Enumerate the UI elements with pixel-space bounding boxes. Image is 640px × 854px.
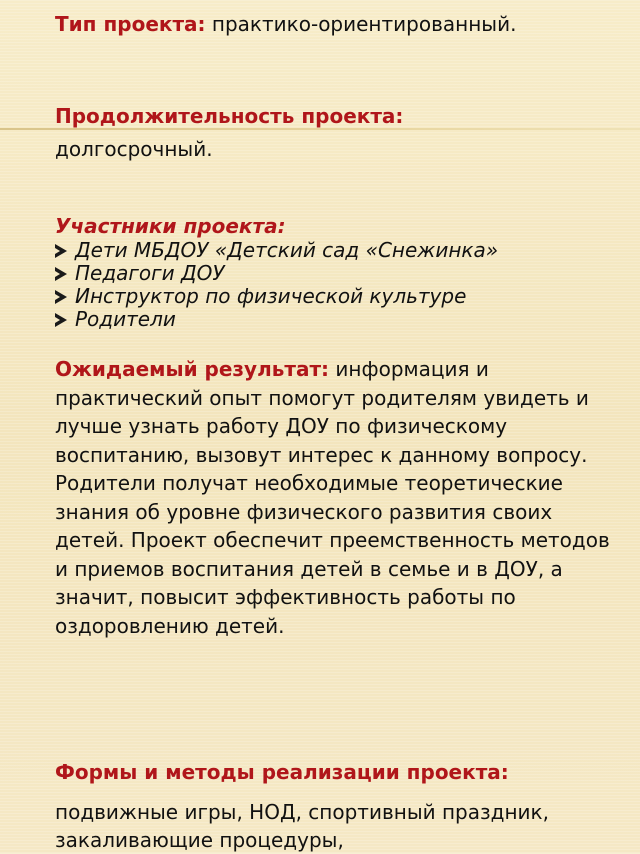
list-item: Дети МБДОУ «Детский сад «Снежинка»: [54, 239, 615, 261]
project-type-value: практико-ориентированный.: [211, 12, 517, 36]
expected-result-text: информация и практический опыт помогут родителям увидеть и лучше узнать работу ДОУ по физическому воспитанию, вызовут интерес к данному вопросу. Родители получат необходимые теоретические знания об уровне физического развития своих детей. Проект обеспечит преемственность методов и приемов воспитания детей в семье и в ДОУ, а значит, повысит эффективность работы по оздоровлению детей.: [55, 357, 610, 638]
list-item: Инструктор по физической культуре: [54, 285, 615, 307]
project-participants: [55, 213, 615, 330]
project-type-label: Тип проекта:: [55, 12, 206, 36]
participants-list: [54, 239, 615, 330]
project-duration-value: долгосрочный.: [55, 137, 213, 161]
expected-result: [55, 355, 610, 640]
expected-result-label: Ожидаемый результат:: [55, 357, 330, 381]
participants-label: Участники проекта:: [55, 214, 286, 238]
arrow-bullet-icon: [55, 244, 67, 258]
project-methods: [55, 758, 615, 854]
project-duration: [55, 102, 615, 163]
list-item: Родители: [54, 308, 615, 330]
project-type: [55, 10, 615, 38]
arrow-bullet-icon: [55, 267, 67, 281]
list-item: Педагоги ДОУ: [54, 262, 615, 284]
methods-label: Формы и методы реализации проекта:: [55, 760, 509, 784]
methods-text: подвижные игры, НОД, спортивный праздник, закаливающие процедуры,: [55, 800, 549, 852]
project-duration-label: Продолжительность проекта:: [55, 104, 404, 128]
arrow-bullet-icon: [55, 290, 67, 304]
arrow-bullet-icon: [55, 313, 67, 327]
